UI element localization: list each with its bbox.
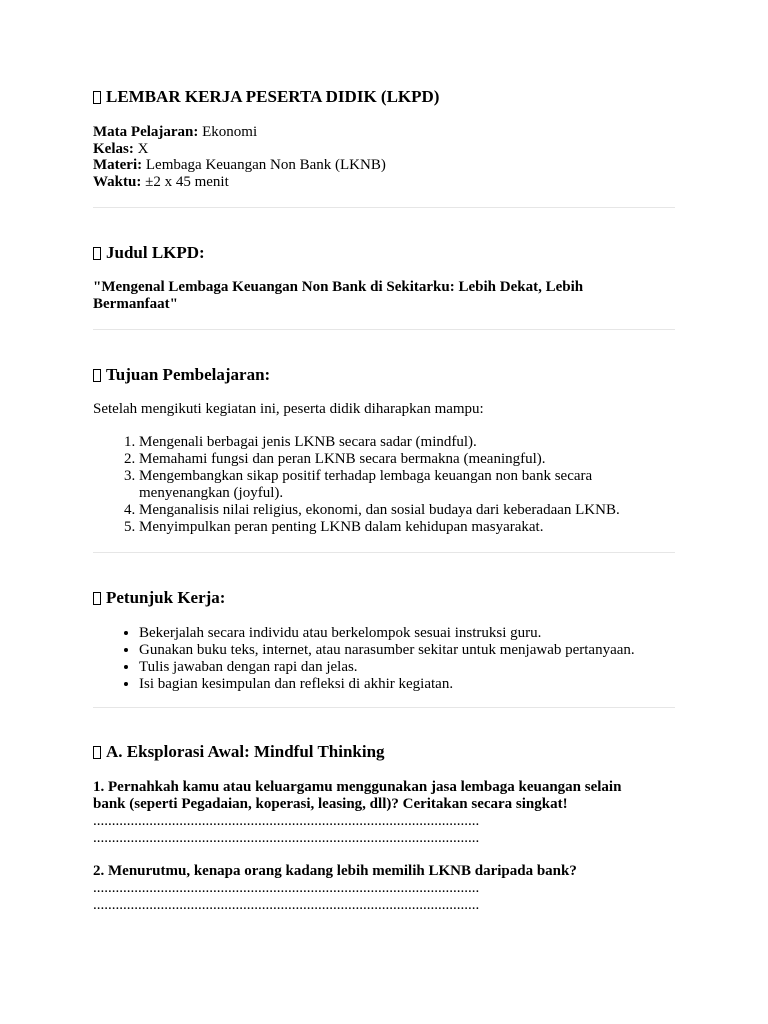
missing-glyph-icon [93,91,101,104]
meta-row-time: Waktu: ±2 x 45 menit [93,173,229,190]
missing-glyph-icon [93,746,101,759]
list-item: • Isi bagian kesimpulan dan refleksi di akhir kegiatan. [139,676,675,693]
tujuan-intro: Setelah mengikuti kegiatan ini, peserta didik diharapkan mampu: [93,401,484,417]
separator [93,707,675,708]
list-item: • Bekerjalah secara individu atau berkelompok sesuai instruksi guru. [139,625,675,642]
section-heading-petunjuk: Petunjuk Kerja: [93,587,675,609]
separator [93,207,675,208]
tujuan-list [93,434,675,536]
document-title-text: LEMBAR KERJA PESERTA DIDIK (LKPD) [106,87,440,106]
section-eksplorasi [93,741,675,914]
question-1: 1. Pernahkah kamu atau keluargamu menggunakan jasa lembaga keuangan selain bank (seperti Pegadaian, koperasi, leasing, dll)? Ceritakan secara singkat! [93,779,622,812]
list-item: 5. Menyimpulkan peran penting LKNB dalam kehidupan masyarakat. [139,519,675,536]
meta-row-subject: Mata Pelajaran: Ekonomi [93,124,258,140]
answer-line: ....................................................................................................... [93,897,480,913]
list-item: • Gunakan buku teks, internet, atau narasumber sekitar untuk menjawab pertanyaan. [139,642,675,659]
section-heading-eksplorasi: A. Eksplorasi Awal: Mindful Thinking [93,741,675,763]
list-item: 3. Mengembangkan sikap positif terhadap lembaga keuangan non bank secara menyenangkan (joyful). [139,468,675,502]
list-item: • Tulis jawaban dengan rapi dan jelas. [139,659,675,676]
separator [93,552,675,553]
question-2: 2. Menurutmu, kenapa orang kadang lebih memilih LKNB daripada bank? [93,863,577,879]
document-title [93,86,675,108]
separator [93,329,675,330]
meta-row-material: Materi: Lembaga Keuangan Non Bank (LKNB) [93,157,386,173]
petunjuk-list [93,625,675,693]
section-heading-judul: Judul LKPD: [93,242,675,264]
section-judul [93,242,675,313]
judul-text: "Mengenal Lembaga Keuangan Non Bank di Sekitarku: Lebih Dekat, Lebih Bermanfaat" [93,279,584,312]
list-item: 4. Menganalisis nilai religius, ekonomi, dan sosial budaya dari keberadaan LKNB. [139,502,675,519]
section-tujuan [93,364,675,536]
section-petunjuk [93,587,675,693]
missing-glyph-icon [93,247,101,260]
missing-glyph-icon [93,592,101,605]
list-item: 1. Mengenali berbagai jenis LKNB secara sadar (mindful). [139,434,675,451]
answer-line: ....................................................................................................... [93,813,480,829]
section-heading-tujuan: Tujuan Pembelajaran: [93,364,675,386]
document-meta [93,124,675,190]
list-item: 2. Memahami fungsi dan peran LKNB secara bermakna (meaningful). [139,451,675,468]
answer-line: ....................................................................................................... [93,880,480,896]
missing-glyph-icon [93,369,101,382]
answer-line: ....................................................................................................... [93,830,480,846]
meta-row-class: Kelas: X [93,140,149,157]
